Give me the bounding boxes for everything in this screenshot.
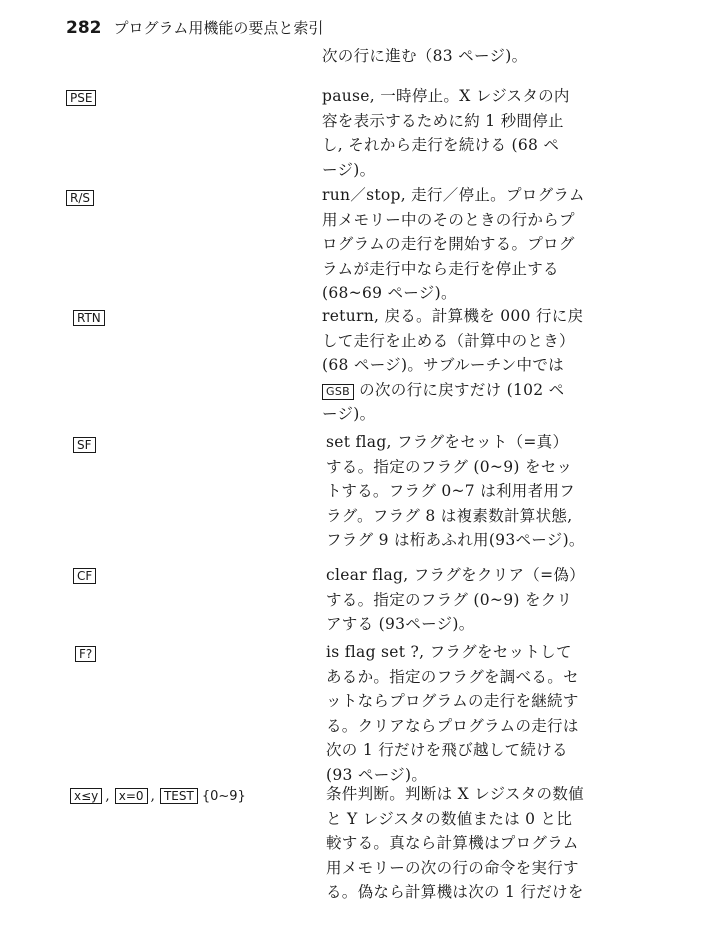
- rs-key[interactable]: R/S: [66, 190, 94, 206]
- entry-rtn-description: [322, 304, 602, 427]
- sf-key[interactable]: SF: [73, 437, 96, 453]
- key-separator: ,: [150, 788, 155, 804]
- entry-pse-description: pause, 一時停止。X レジスタの内 容を表示するために約 1 秒間停止 し, それから走行を続ける (68 ペ ージ)。: [322, 87, 570, 179]
- entry-continuation-description: 次の行に進む（83 ページ)。: [322, 47, 528, 65]
- cf-key[interactable]: CF: [73, 568, 96, 584]
- entry-rtn-keys: [73, 310, 105, 326]
- page-number: 282: [66, 18, 102, 38]
- running-title: プログラム用機能の要点と索引: [113, 19, 324, 37]
- entry-f-keys: [75, 646, 96, 662]
- rtn-description-before: return, 戻る。計算機を 000 行に戻 して走行を止める（計算中のとき） (68 ページ)。サブルーチン中では: [322, 307, 584, 374]
- entry-cf-keys: [73, 568, 96, 584]
- gsb-key[interactable]: GSB: [322, 384, 354, 400]
- pse-key[interactable]: PSE: [66, 90, 96, 106]
- rtn-key[interactable]: RTN: [73, 310, 105, 326]
- entry-rs-description: run／stop, 走行／停止。プログラム 用メモリー中のそのときの行からプ ログラムの走行を開始する。プログ ラムが走行中なら走行を停止する (68~69 ページ)。: [322, 186, 585, 302]
- entry-test-description: 条件判断。判断は X レジスタの数値 と Y レジスタの数値または 0 と比 較する。真なら計算機はプログラム 用メモリーの次の行の命令を実行す る。偽なら計算機は次の 1 行だけを: [326, 785, 584, 901]
- flag-test-key[interactable]: F?: [75, 646, 96, 662]
- entry-sf-description: set flag, フラグをセット（=真） する。指定のフラグ (0~9) をセッ トする。フラグ 0~7 は利用者用フ ラグ。フラグ 8 は複素数計算状態, フラグ 9 は桁あふれ用(93ページ)。: [326, 433, 585, 549]
- entry-f-description: is flag set ?, フラグをセットして あるか。指定のフラグを調べる。セ ットならプログラムの走行を継続す る。クリアならプログラムの走行は 次の 1 行だけを飛び越して続ける (93 ページ)。: [326, 643, 579, 784]
- page-header: [66, 16, 323, 40]
- entry-sf-keys: [73, 437, 96, 453]
- x-le-y-key[interactable]: x≤y: [70, 788, 102, 804]
- rtn-description-after: の次の行に戻すだけ (102 ペ ージ)。: [322, 380, 565, 423]
- entry-rs-keys: [66, 190, 94, 206]
- test-range: {0~9}: [201, 788, 246, 804]
- test-key[interactable]: TEST: [160, 788, 198, 804]
- entry-pse-keys: [66, 90, 96, 106]
- entry-test-keys: [70, 788, 246, 804]
- entry-cf-description: clear flag, フラグをクリア（=偽） する。指定のフラグ (0~9) をクリ アする (93ページ)。: [326, 566, 585, 633]
- x-eq-0-key[interactable]: x=0: [115, 788, 148, 804]
- key-separator: ,: [105, 788, 110, 804]
